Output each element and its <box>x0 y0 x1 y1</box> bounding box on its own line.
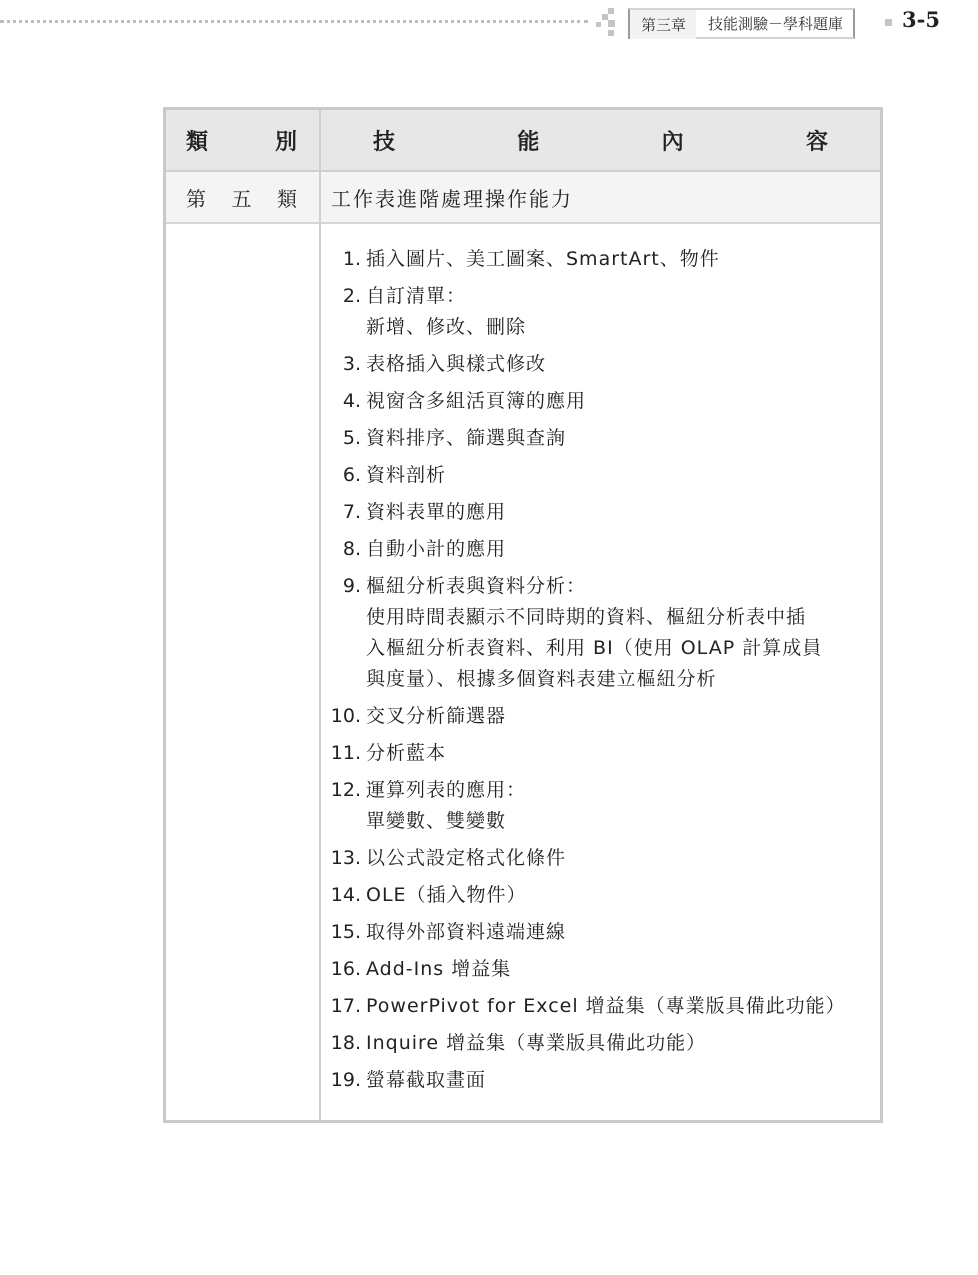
header-category-char: 類 <box>186 129 209 155</box>
item-text-line: 螢幕截取畫面 <box>366 1069 487 1091</box>
item-text-line: 插入圖片、美工圖案、SmartArt、物件 <box>366 248 720 270</box>
item-text <box>366 386 880 417</box>
item-number: 15. <box>330 921 361 943</box>
header-category-char: 別 <box>274 129 297 155</box>
item-number: 7. <box>342 501 361 523</box>
item-text-line: 表格插入與樣式修改 <box>366 353 547 375</box>
list-item <box>321 244 880 275</box>
item-text-line: 使用時間表顯示不同時期的資料、樞紐分析表中插 <box>366 606 807 628</box>
chapter-label: 第三章 <box>628 8 696 39</box>
item-text <box>366 880 880 911</box>
item-text <box>366 244 880 275</box>
item-text-line: Inquire 增益集（專業版具備此功能） <box>366 1032 707 1054</box>
category-char: 類 <box>277 186 297 211</box>
list-item <box>321 423 880 454</box>
item-number: 19. <box>330 1069 361 1091</box>
item-text-line: 單變數、雙變數 <box>366 810 507 832</box>
item-text-line: 樞紐分析表與資料分析： <box>366 575 587 597</box>
item-text-line: 資料排序、篩選與查詢 <box>366 427 567 449</box>
list-item <box>321 460 880 491</box>
category-char: 第 <box>186 186 206 211</box>
item-text-line: 以公式設定格式化條件 <box>366 847 567 869</box>
list-item <box>321 281 880 343</box>
item-text <box>366 1065 880 1096</box>
item-number: 10. <box>330 705 361 727</box>
item-text <box>366 738 880 769</box>
item-text <box>366 571 880 695</box>
list-item <box>321 571 880 695</box>
page-number: 3-5 <box>902 7 940 32</box>
list-item <box>321 534 880 565</box>
item-text-line: PowerPivot for Excel 增益集（專業版具備此功能） <box>366 995 846 1017</box>
item-number: 2. <box>342 285 361 307</box>
category-content-cell: 工作表進階處理操作能力 <box>331 186 573 211</box>
body-empty-cell <box>166 224 321 1120</box>
item-text-line: 取得外部資料遠端連線 <box>366 921 567 943</box>
item-text-line: 與度量）、根據多個資料表建立樞紐分析 <box>366 668 717 690</box>
item-number: 8. <box>342 538 361 560</box>
category-row <box>166 172 880 224</box>
table-header-row <box>166 110 880 172</box>
header-content-char: 內 <box>661 129 684 155</box>
header-content-char: 技 <box>373 129 396 155</box>
item-number: 17. <box>330 995 361 1017</box>
item-text-line: 新增、修改、刪除 <box>366 316 527 338</box>
list-item <box>321 1028 880 1059</box>
pixel-decoration-icon <box>596 8 622 38</box>
item-text <box>366 917 880 948</box>
item-text <box>366 497 880 528</box>
list-item <box>321 738 880 769</box>
item-text <box>366 843 880 874</box>
list-item <box>321 843 880 874</box>
list-item <box>321 917 880 948</box>
item-text-line: 資料剖析 <box>366 464 447 486</box>
header-content-cell <box>321 110 880 170</box>
item-text <box>366 423 880 454</box>
item-text-line: 自訂清單： <box>366 285 467 307</box>
chapter-heading <box>628 8 855 39</box>
item-number: 14. <box>330 884 361 906</box>
item-text-line: OLE（插入物件） <box>366 884 527 906</box>
list-item <box>321 701 880 732</box>
skill-table <box>163 107 883 1123</box>
item-text <box>366 534 880 565</box>
category-name-cell <box>166 172 319 222</box>
item-number: 12. <box>330 779 361 801</box>
item-number: 13. <box>330 847 361 869</box>
item-text-line: 運算列表的應用： <box>366 779 527 801</box>
chapter-title: 技能測驗－學科題庫 <box>696 8 855 39</box>
item-number: 18. <box>330 1032 361 1054</box>
item-text <box>366 460 880 491</box>
item-text-line: 分析藍本 <box>366 742 447 764</box>
list-item <box>321 497 880 528</box>
item-text <box>366 349 880 380</box>
header-dotted-rule <box>0 20 588 23</box>
item-text <box>366 1028 880 1059</box>
item-number: 5. <box>342 427 361 449</box>
item-text-line: 視窗含多組活頁簿的應用 <box>366 390 587 412</box>
item-text-line: 交叉分析篩選器 <box>366 705 507 727</box>
item-text <box>366 701 880 732</box>
skill-body-row <box>166 224 880 1120</box>
list-item <box>321 775 880 837</box>
item-text <box>366 991 880 1022</box>
item-number: 1. <box>342 248 361 270</box>
header-content-char: 容 <box>805 129 828 155</box>
item-number: 6. <box>342 464 361 486</box>
header-category-cell <box>166 110 319 170</box>
item-number: 3. <box>342 353 361 375</box>
page-marker-icon <box>885 19 892 26</box>
item-text-line: 資料表單的應用 <box>366 501 507 523</box>
list-item <box>321 1065 880 1096</box>
item-number: 11. <box>330 742 361 764</box>
header-content-char: 能 <box>517 129 540 155</box>
category-char: 五 <box>231 186 252 211</box>
list-item <box>321 991 880 1022</box>
item-text <box>366 281 880 343</box>
list-item <box>321 349 880 380</box>
list-item <box>321 880 880 911</box>
skill-list <box>321 224 880 1096</box>
item-text-line: 入樞紐分析表資料、利用 BI（使用 OLAP 計算成員 <box>366 637 823 659</box>
list-item <box>321 386 880 417</box>
item-text <box>366 954 880 985</box>
item-number: 9. <box>342 575 361 597</box>
item-number: 4. <box>342 390 361 412</box>
item-text-line: 自動小計的應用 <box>366 538 507 560</box>
list-item <box>321 954 880 985</box>
item-text <box>366 775 880 837</box>
item-number: 16. <box>330 958 361 980</box>
item-text-line: Add-Ins 增益集 <box>366 958 512 980</box>
